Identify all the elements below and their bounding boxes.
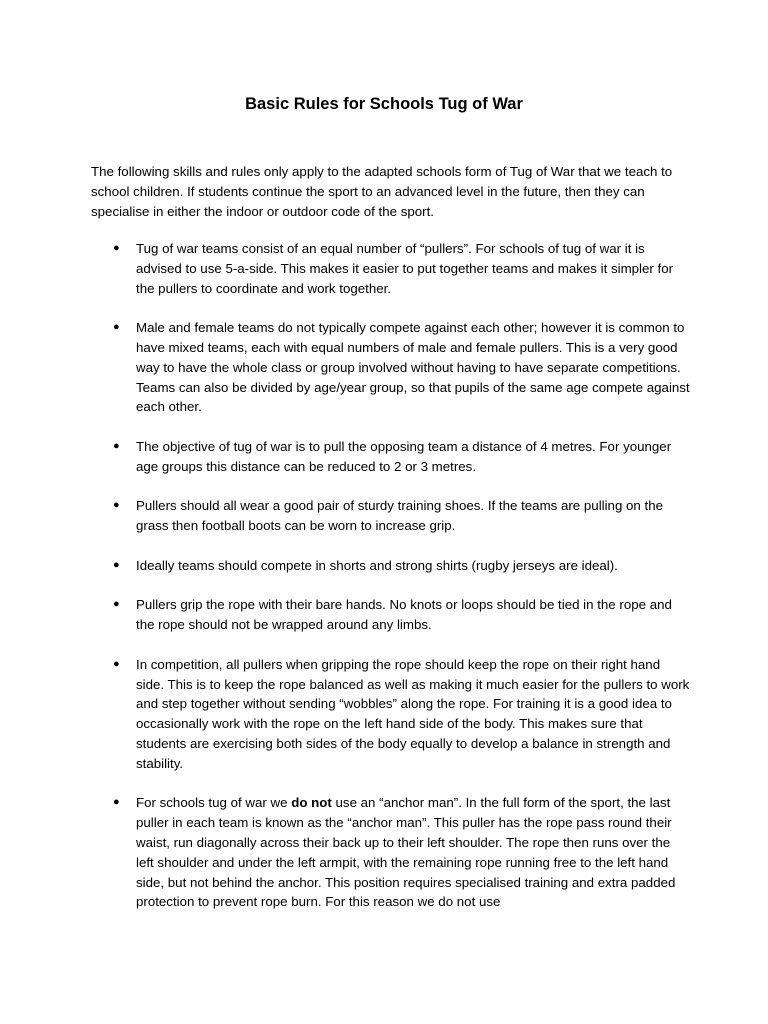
rule-item xyxy=(91,655,691,774)
bullet-icon: ● xyxy=(113,439,120,452)
bullet-icon: ● xyxy=(113,657,120,670)
bullet-icon: ● xyxy=(113,242,120,254)
rule-text-suffix: use an “anchor man”. In the full form of the sport, the last puller in each team is known as the “anchor man”. This puller has the rope pass round their waist, run diagonally across their back up to their left shoulder. The rope then runs over the left shoulder and under the left armpit, with the remaining rope running free to the left hand side, but not behind the anchor. This position requires specialised training and extra padded protection to prevent rope burn. For this reason we do not use xyxy=(136,795,676,910)
rule-text: Tug of war teams consist of an equal number of “pullers”. For schools of tug of war it is advised to use 5-a-side. This makes it easier to put together teams and makes it simpler for the pullers to coordinate and work together. xyxy=(136,241,674,296)
rule-item-anchor-man xyxy=(91,793,691,912)
rule-item xyxy=(91,556,691,576)
rule-text xyxy=(136,795,675,909)
page-title: Basic Rules for Schools Tug of War xyxy=(245,95,523,113)
rule-text: Pullers grip the rope with their bare hands. No knots or loops should be tied in the rope and the rope should not be wrapped around any limbs. xyxy=(136,597,672,633)
bullet-icon: ● xyxy=(113,796,120,809)
rule-item xyxy=(91,595,691,635)
rule-text: In competition, all pullers when gripping the rope should keep the rope on their right hand side. This is to keep the rope balanced as well as making it much easier for the pullers to work and step together without sending “wobbles” along the rope. For training it is a good idea to occasionally work with the rope on the left hand side of the body. This makes sure that students are exercising both sides of the body equally to develop a balance in strength and stability. xyxy=(136,656,690,771)
rule-text-prefix: For schools tug of war we xyxy=(136,795,292,811)
bullet-icon: ● xyxy=(113,598,120,611)
emphasis-do-not: do not xyxy=(291,795,332,811)
rule-text: Ideally teams should compete in shorts and strong shirts (rugby jerseys are ideal). xyxy=(136,557,618,573)
rule-item xyxy=(91,318,691,417)
bullet-icon: ● xyxy=(113,558,120,571)
rule-item xyxy=(91,239,691,298)
intro-paragraph: The following skills and rules only apply to the adapted schools form of Tug of War that we teach to school children. If students continue the sport to an advanced level in the future, then they can specialise in either the indoor or outdoor code of the sport. xyxy=(91,164,673,219)
rule-text: The objective of tug of war is to pull the opposing team a distance of 4 metres. For younger age groups this distance can be reduced to 2 or 3 metres. xyxy=(136,438,672,474)
rule-item xyxy=(91,496,691,536)
rules-list xyxy=(91,239,691,932)
rule-text: Pullers should all wear a good pair of sturdy training shoes. If the teams are pulling on the grass then football boots can be worn to increase grip. xyxy=(136,498,664,534)
rule-text: Male and female teams do not typically compete against each other; however it is common to have mixed teams, each with equal numbers of male and female pullers. This is a very good way to have the whole class or group involved without having to have separate competitions. Teams can also be divided by age/year group, so that pupils of the same age compete against each other. xyxy=(136,320,690,415)
rule-item xyxy=(91,437,691,477)
bullet-icon: ● xyxy=(113,321,120,334)
bullet-icon: ● xyxy=(113,499,120,512)
